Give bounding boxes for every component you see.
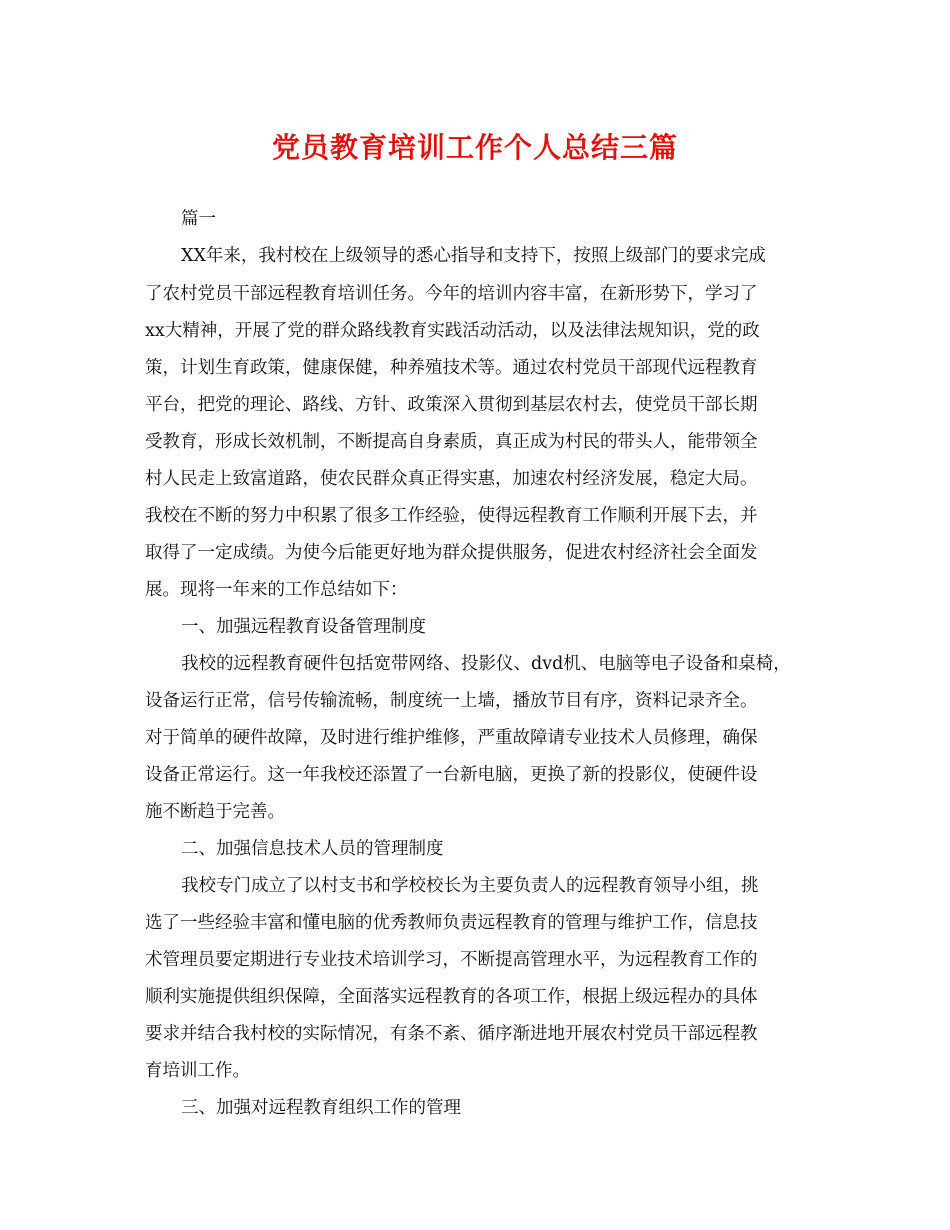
paragraph-line: 平台，把党的理论、路线、方针、政策深入贯彻到基层农村去，使党员干部长期	[145, 395, 758, 415]
paragraph-line: 受教育，形成长效机制，不断提高自身素质，真正成为村民的带头人，能带领全	[145, 432, 758, 452]
section-heading: 三、加强对远程教育组织工作的管理	[181, 1098, 461, 1118]
paragraph-line: xx大精神，开展了党的群众路线教育实践活动活动，以及法律法规知识，党的政	[145, 321, 760, 341]
paragraph-line: 我校的远程教育硬件包括宽带网络、投影仪、dvd机、电脑等电子设备和桌椅，	[181, 654, 791, 674]
paragraph-line: 策，计划生育政策，健康保健，种养殖技术等。通过农村党员干部现代远程教育	[145, 358, 758, 378]
paragraph-line: 要求并结合我村校的实际情况，有条不紊、循序渐进地开展农村党员干部远程教	[145, 1024, 758, 1044]
paragraph-line: 设备正常运行。这一年我校还添置了一台新电脑，更换了新的投影仪，使硬件设	[145, 765, 758, 785]
paragraph-line: 育培训工作。	[145, 1061, 250, 1081]
paragraph-line: XX年来，我村校在上级领导的悉心指导和支持下，按照上级部门的要求完成	[181, 246, 766, 266]
paragraph-line: 展。现将一年来的工作总结如下：	[145, 580, 408, 600]
paragraph-line: 施不断趋于完善。	[145, 802, 285, 822]
section-label: 篇一	[181, 209, 216, 229]
paragraph-line: 村人民走上致富道路，使农民群众真正得实惠，加速农村经济发展，稳定大局。	[145, 469, 758, 489]
section-heading: 一、加强远程教育设备管理制度	[181, 617, 426, 637]
paragraph-line: 术管理员要定期进行专业技术培训学习，不断提高管理水平，为远程教育工作的	[145, 950, 758, 970]
paragraph-line: 顺利实施提供组织保障，全面落实远程教育的各项工作，根据上级远程办的具体	[145, 987, 758, 1007]
paragraph-line: 对于简单的硬件故障，及时进行维护维修，严重故障请专业技术人员修理，确保	[145, 728, 758, 748]
paragraph-line: 我校专门成立了以村支书和学校校长为主要负责人的远程教育领导小组，挑	[181, 876, 759, 896]
paragraph-line: 我校在不断的努力中积累了很多工作经验，使得远程教育工作顺利开展下去，并	[145, 506, 758, 526]
paragraph-line: 了农村党员干部远程教育培训任务。今年的培训内容丰富，在新形势下，学习了	[145, 284, 758, 304]
section-heading: 二、加强信息技术人员的管理制度	[181, 839, 444, 859]
paragraph-line: 选了一些经验丰富和懂电脑的优秀教师负责远程教育的管理与维护工作，信息技	[145, 913, 758, 933]
paragraph-line: 取得了一定成绩。为使今后能更好地为群众提供服务，促进农村经济社会全面发	[145, 543, 758, 563]
paragraph-line: 设备运行正常，信号传输流畅，制度统一上墙，播放节目有序，资料记录齐全。	[145, 691, 758, 711]
document-title: 党员教育培训工作个人总结三篇	[271, 131, 678, 164]
